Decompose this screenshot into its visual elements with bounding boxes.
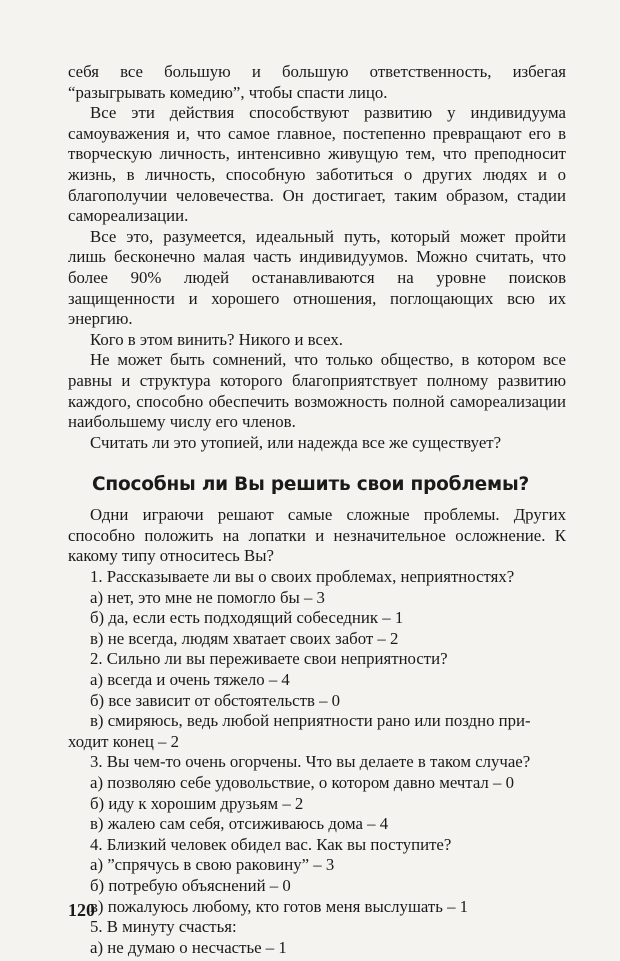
- quiz-question-2: 2. Сильно ли вы переживаете свои неприятности?: [90, 649, 448, 669]
- paragraph-4: Кого в этом винить? Никого и всех.: [90, 329, 343, 349]
- page-number: 120: [68, 900, 95, 920]
- quiz-answer-2b: б) все зависит от обстоятельств – 0: [90, 690, 341, 710]
- paragraph-3: Все это, разумеется, идеальный путь, который может пройти лишь бесконечно малая часть индивидуумов. Можно считать, что более 90% людей останавливаются на уровне поисков защищенности и хорошего отношения, поглощающих всю их энергию.: [68, 226, 566, 329]
- quiz-answer-1a: а) нет, это мне не помогло бы – 3: [90, 587, 325, 607]
- quiz-answer-2c: в) смиряюсь, ведь любой неприятности рано или поздно при-: [90, 711, 531, 731]
- quiz-answer-3b: б) иду к хорошим друзьям – 2: [90, 793, 304, 813]
- quiz-answer-4b: б) потребую объяснений – 0: [90, 875, 291, 895]
- quiz-answer-1b: б) да, если есть подходящий собеседник – 1: [90, 608, 404, 628]
- paragraph-1: себя все большую и большую ответственность, избегая “разыгрывать комедию”, чтобы спасти лицо.: [68, 62, 566, 102]
- quiz-answer-3c: в) жалею сам себя, отсиживаюсь дома – 4: [90, 814, 389, 834]
- quiz-question-3: 3. Вы чем-то очень огорчены. Что вы делаете в таком случае?: [90, 752, 531, 772]
- quiz-answer-4a: а) ”спрячусь в свою раковину” – 3: [90, 855, 335, 875]
- quiz-answer-2c-continued: ходит конец – 2: [68, 731, 179, 751]
- paragraph-6: Считать ли это утопией, или надежда все же существует?: [90, 432, 502, 452]
- paragraph-5: Не может быть сомнений, что только общество, в котором все равны и структура которого благоприятствует полному развитию каждого, способно обеспечить возможность полной самореализации наибольшему числу его членов.: [68, 350, 566, 432]
- quiz-answer-2a: а) всегда и очень тяжело – 4: [90, 670, 290, 690]
- quiz-answer-4c: в) пожалуюсь любому, кто готов меня выслушать – 1: [90, 896, 469, 916]
- section-intro: Одни играючи решают самые сложные проблемы. Других способно положить на лопатки и незначительное осложнение. К какому типу относитесь Вы?: [68, 505, 566, 566]
- paragraph-2: Все эти действия способствуют развитию у индивидуума самоуважения и, что самое главное, постепенно превращают его в творческую личность, интенсивно живущую тем, что преподносит жизнь, в личность, способную заботиться о других людях и о благополучии человечества. Он достигает, таким образом, стадии самореализации.: [68, 103, 566, 226]
- quiz-question-4: 4. Близкий человек обидел вас. Как вы поступите?: [90, 834, 452, 854]
- quiz-question-1: 1. Рассказываете ли вы о своих проблемах, неприятностях?: [90, 567, 515, 587]
- section-title: Способны ли Вы решить свои проблемы?: [92, 474, 530, 496]
- page-content: [68, 62, 566, 958]
- quiz-answer-3a: а) позволяю себе удовольствие, о котором давно мечтал – 0: [90, 773, 514, 792]
- quiz-answer-1c: в) не всегда, людям хватает своих забот – 2: [90, 628, 399, 648]
- quiz-question-5: 5. В минуту счастья:: [90, 917, 237, 937]
- quiz-answer-5a: а) не думаю о несчастье – 1: [90, 937, 287, 957]
